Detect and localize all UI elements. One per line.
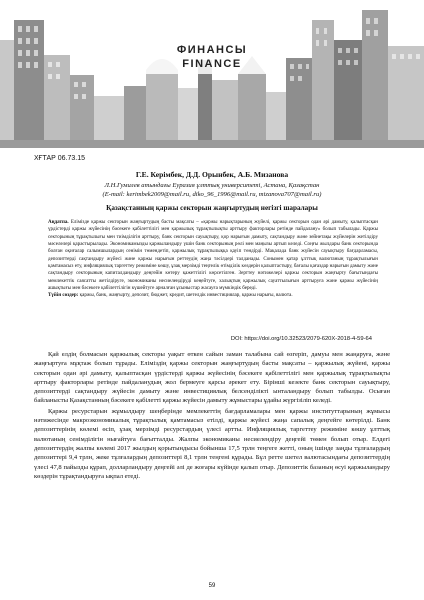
section-title-kz: ФИНАНСЫ bbox=[176, 44, 248, 56]
udc-code: ХҒТАР 06.73.15 bbox=[34, 155, 86, 162]
abstract bbox=[48, 219, 378, 300]
affiliation: Л.Н.Гумилев атындағы Еуразия ұлттық университеті, Астана, Қазақстан bbox=[104, 182, 320, 189]
abstract-label: Аңдатпа. bbox=[48, 219, 69, 225]
section-title-en: FINANCE bbox=[182, 58, 242, 70]
paper-title: Қазақстанның қаржы секторын жаңғыртудың негізгі шаралары bbox=[106, 204, 318, 212]
authors: Г.Е. Керімбек, Д.Д. Орынбек, А.Б. Мизанова bbox=[135, 170, 289, 179]
body-paragraph-2: Қаржы ресурстарын жұмылдыру шеңберінде мемлекеттің бағдарламалары мен қаржы институттарының жұмысы нәтижесінде макроэкономикалық тұрақтылық қамтамасыз етілді, қаржы жүйесі жаңа сапалық деңгейге көтерілді. Банк депозиттерінің көлемі өсіп, ұзақ мерзімді ресурстардың үлесі артты. Инфляциялық таргеттеу режиміне көшу ұлттық валютаның сенімділігін нығайтуға бағытталды. Жалпы экономиканы несиелендіру деңгейі төмен болып отыр. Елдегі депозиттердің жалпы көлемі 2017 жылдың қорытындысы бойынша 17,5 трлн теңгеге жетті, оның ішінде заңды тұлғалардың депозиттері 9,4 трлн, жеке тұлғалардың депозиттері 8,1 трлн теңгені құрады. Бұл ретте шетел валютасындағы депозиттердің үлесі 47,8 пайызды құрап, долларландыру деңгейі әлі де жоғары күйінде қалып отыр. Депозиттік базаның өсуі қаржыландыру көздерін тұрақтандыруға ықпал етеді. bbox=[34, 407, 390, 480]
city-skyline-illustration bbox=[0, 0, 424, 148]
author-emails: (E-mail: kerimbek2009@mail.ru, diko_96_1996@mail.ru, mizanova707@mail.ru) bbox=[102, 191, 322, 198]
keywords bbox=[48, 292, 378, 299]
page-number: 59 bbox=[208, 583, 216, 589]
body-text bbox=[34, 350, 390, 482]
doi-link[interactable]: DOI: https://doi.org/10.32523/2079-620X-2018-4-59-64 bbox=[230, 336, 372, 342]
keywords-label: Түйін сөздер: bbox=[48, 292, 79, 299]
body-paragraph-1: Қай елдің болмасын қаржылық секторы уақыт өткен сайын заман талабына сай өзгеріп, дамуы мен жаңаруға, және жаңғыртуға мұқтаж болып тұрады. Еліміздің қаржы секторын жаңғыртудың басты мақсаты – қаржылық жүйені, қаржы секторын одан әрі дамыту, қалыптасқан үрдістерді қаржы жүйесінің бәсекеге қабілеттілігі мен қаржылық тұрақтылықты арттыру факторлары ретінде пайдаланудың жол бермеуге қарсы әрекет ету. Бірінші кезекте банк секторын сауықтыру, депозиттерді сақтандыру жүйесін дамыту және инвестициялық белсенділікті ынталандыру болып табылды. Осыған байланысты Қазақстанның бәсекеге қабілетті қаржы жүйесін дамыту жұмыстары ұдайы жүргізіліп келеді. bbox=[34, 351, 390, 405]
keywords-text: қаржы, банк, жаңғырту, депозит, бюджет, кредит, шетелдік инвестициялар, қаржы нарығы, валюта. bbox=[78, 292, 293, 299]
header-banner bbox=[0, 0, 424, 148]
abstract-text: Елімізде қаржы секторын жаңғыртудың басты мақсаты – «қаржы нарықтарының жүйелі, қаржы секторын одан әрі дамыту, қалыптасқан үрдістерді қаржы жүйесінің бәсекеге қабілеттілігі мен қаржылық тұрақтылықты арттыру факторлары ретінде пайдалану» болып табылады. Қаржы секторының тұрақтылығы мен тиімділігін арттыру, банк секторын сауықтыру, қор нарығын дамыту, сақтандыру және зейнетақы жүйелерін жетілдіру мәселелері қарастырылады. Экономикамызды қаржыландыру үшін банк секторының рөлі мен маңызы артып келеді. Соңғы жылдары банк секторында болған оқиғалар салымшылардың сенімін төмендетіп, қаржылық тұрақтылыққа қауіп төндірді. Мақалада банк жүйесін сауықтыру бағдарламасы, депозиттерді сақтандыру жүйесі және қаржы нарығын реттеудің жаңа тәсілдері талданады. Сонымен қатар ұлттық валютаның тұрақтылығын қамтамасыз ету, инфляциялық таргеттеу режиміне көшу, ұзақ мерзімді теңгелік өтімділік көздерін қалыптастыру, бағалы қағаздар нарығын дамыту және сақтандыру секторының капиталдандыру деңгейін көтеру қажеттілігі көрсетілген. Зерттеу нәтижелері қаржы секторын жаңғырту бағытындағы мемлекеттік саясатты жетілдіруге, экономиканы несиелендіруді кеңейтуге, халықтың қаржылық сауаттылығын арттыруға және қаржы жүйесінің ашықтығы мен бәсекеге қабілеттілігін күшейтуге арналған ұсыныстар жасауға мүмкіндік береді. bbox=[48, 219, 378, 292]
